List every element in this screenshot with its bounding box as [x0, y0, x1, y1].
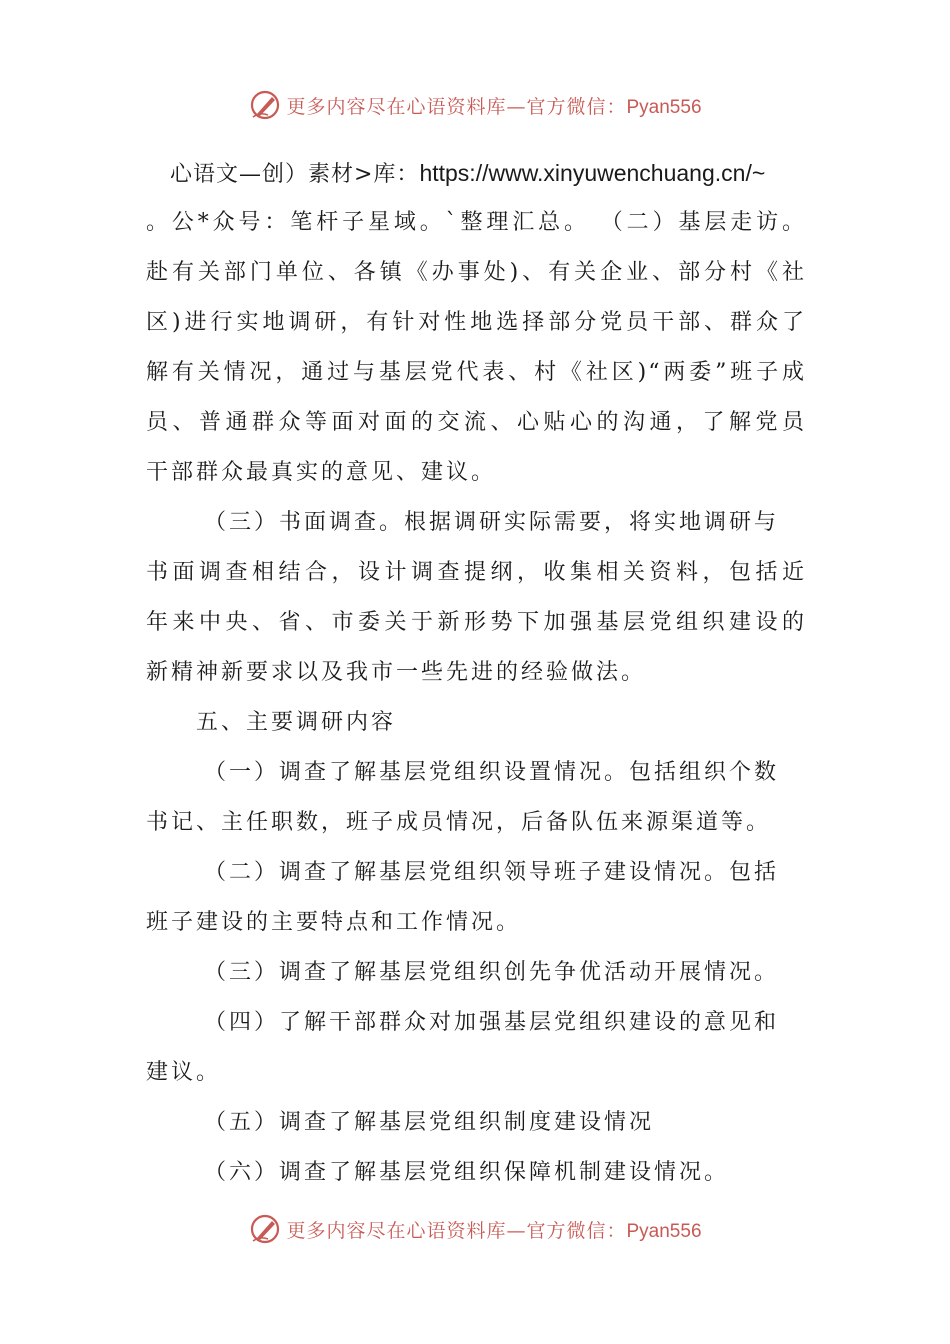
text-line: 新精神新要求以及我市一些先进的经验做法。 — [146, 660, 647, 685]
document-body — [146, 148, 806, 1198]
footer-watermark — [0, 1209, 950, 1249]
watermark-text: 更多内容尽在心语资料库—官方微信：Pyan556 — [286, 1219, 702, 1242]
text-line: 。公*众号：笔杆子星域。`整理汇总。 （二）基层走访。 — [146, 210, 806, 235]
text-line: 书记、主任职数，班子成员情况，后备队伍来源渠道等。 — [146, 810, 772, 835]
text-line: 员、普通群众等面对面的交流、心贴心的沟通，了解党员 — [146, 410, 806, 435]
text-line: 解有关情况，通过与基层党代表、村《社区)“两委”班子成 — [146, 360, 806, 385]
pen-logo-icon — [248, 1212, 282, 1246]
text-line: 班子建设的主要特点和工作情况。 — [146, 910, 522, 935]
text-line: （三）调查了解基层党组织创先争优活动开展情况。 — [204, 960, 780, 985]
section-heading: 五、主要调研内容 — [196, 710, 397, 735]
wechat-id: Pyan556 — [626, 1220, 702, 1242]
source-url: https://www.xinyuwenchuang.cn/~ — [419, 160, 766, 186]
text-line: 区)进行实地调研，有针对性地选择部分党员干部、群众了 — [146, 310, 806, 335]
text-line: 建议。 — [146, 1060, 222, 1085]
text-line: 赴有关部门单位、各镇《办事处)、有关企业、部分村《社 — [146, 260, 806, 285]
text-line: （六）调查了解基层党组织保障机制建设情况。 — [204, 1160, 730, 1185]
text-line: （五）调查了解基层党组织制度建设情况 — [204, 1110, 655, 1135]
header-watermark — [0, 85, 950, 125]
text-line: 干部群众最真实的意见、建议。 — [146, 460, 497, 485]
text-line: 书面调查相结合，设计调查提纲，收集相关资料，包括近 — [146, 560, 806, 585]
text-line: （一）调查了解基层党组织设置情况。包括组织个数 — [204, 760, 780, 785]
text-line: （二）调查了解基层党组织领导班子建设情况。包括 — [204, 860, 780, 885]
text-line: 心语文—创）素材>库：https://www.xinyuwenchuang.cn/~ — [170, 160, 766, 187]
watermark-text: 更多内容尽在心语资料库—官方微信：Pyan556 — [286, 95, 702, 118]
pen-logo-icon — [248, 88, 282, 122]
text-line: （四）了解干部群众对加强基层党组织建设的意见和 — [204, 1010, 780, 1035]
wechat-id: Pyan556 — [626, 96, 702, 118]
text-line: 年来中央、省、市委关于新形势下加强基层党组织建设的 — [146, 610, 806, 635]
text-line: （三）书面调查。根据调研实际需要，将实地调研与 — [204, 510, 780, 535]
